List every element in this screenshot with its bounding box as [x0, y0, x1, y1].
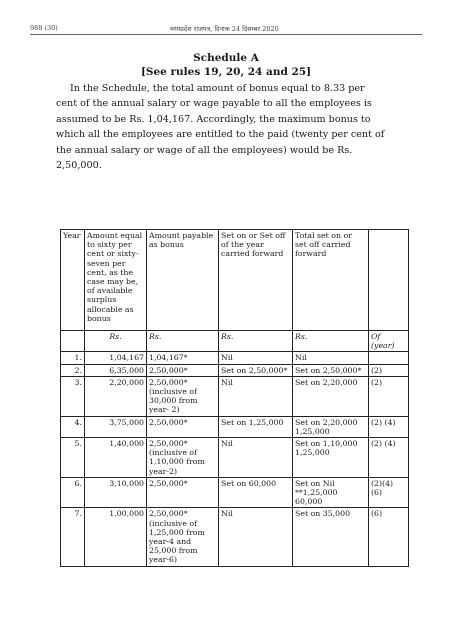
bonus-table — [60, 229, 409, 567]
table-row — [61, 376, 409, 416]
table-header-row — [61, 230, 409, 331]
table-row — [61, 364, 409, 376]
cell-set-year: Nil — [219, 376, 293, 416]
cell-total-set: Set on 1,10,000 1,25,000 — [293, 438, 369, 478]
table-row — [61, 352, 409, 364]
cell-year: 4. — [61, 416, 85, 437]
header-set-year: Set on or Set off of the year carried forward — [219, 230, 293, 331]
header-rule — [30, 34, 422, 35]
unit-cell: Rs. — [293, 331, 369, 352]
cell-year: 1. — [61, 352, 85, 364]
cell-set-year: Nil — [219, 352, 293, 364]
cell-of-year: (2) — [369, 364, 409, 376]
cell-year: 7. — [61, 508, 85, 566]
paragraph-line: the annual salary or wage of all the employees) would be Rs. — [56, 144, 353, 156]
cell-year: 6. — [61, 477, 85, 508]
cell-set-year: Set on 60,000 — [219, 477, 293, 508]
paragraph-line: which all the employees are entitled to the paid (twenty per cent of — [56, 129, 385, 141]
cell-of-year: (2) (4) — [369, 438, 409, 478]
table-row — [61, 508, 409, 566]
table-units-row — [61, 331, 409, 352]
table-row — [61, 477, 409, 508]
cell-set-year: Nil — [219, 508, 293, 566]
cell-total-set: Nil — [293, 352, 369, 364]
unit-cell — [61, 331, 85, 352]
schedule-rules: [See rules 19, 20, 24 and 25] — [140, 66, 312, 78]
page-header — [30, 22, 422, 36]
paragraph-line: assumed to be Rs. 1,04,167. Accordingly, the maximum bonus to — [56, 113, 371, 125]
cell-allocable: 1,00,000 — [85, 508, 147, 566]
table-row — [61, 438, 409, 478]
cell-total-set: Set on 35,000 — [293, 508, 369, 566]
cell-of-year: (2) — [369, 376, 409, 416]
cell-payable: 2,50,000* (inclusive of 30,000 from year- 2) — [147, 376, 219, 416]
cell-total-set: Set on 2,20,000 1,25,000 — [293, 416, 369, 437]
cell-year: 5. — [61, 438, 85, 478]
header-year: Year — [61, 230, 85, 331]
schedule-paragraph — [56, 81, 394, 173]
paragraph-line: 2,50,000. — [56, 160, 102, 172]
cell-total-set: Set on 2,20,000 — [293, 376, 369, 416]
table-row — [61, 416, 409, 437]
cell-total-set: Set on 2,50,000* — [293, 364, 369, 376]
cell-set-year: Set on 1,25,000 — [219, 416, 293, 437]
cell-of-year: (2)(4) (6) — [369, 477, 409, 508]
cell-allocable: 1,04,167 — [85, 352, 147, 364]
cell-allocable: 6,35,000 — [85, 364, 147, 376]
cell-set-year: Nil — [219, 438, 293, 478]
cell-year: 3. — [61, 376, 85, 416]
gazette-title: मध्यप्रदेश राजपत्र, दिनांक 24 दिसम्बर 2020 — [170, 25, 279, 33]
cell-payable: 2,50,000* (inclusive of 1,25,000 from year-4 and 25,000 from year-6) — [147, 508, 219, 566]
schedule-title: Schedule A — [193, 52, 259, 64]
cell-of-year — [369, 352, 409, 364]
cell-payable: 1,04,167* — [147, 352, 219, 364]
cell-payable: 2,50,000* — [147, 477, 219, 508]
cell-total-set: Set on Nil **1,25,000 60,000 — [293, 477, 369, 508]
header-payable: Amount payable as bonus — [147, 230, 219, 331]
paragraph-line: cent of the annual salary or wage payable to all the employees is — [56, 98, 372, 110]
cell-payable: 2,50,000* — [147, 364, 219, 376]
unit-cell: Rs. — [85, 331, 147, 352]
cell-allocable: 1,40,000 — [85, 438, 147, 478]
page-number: 988 (30) — [30, 24, 58, 32]
header-of-year — [369, 230, 409, 331]
cell-of-year: (2) (4) — [369, 416, 409, 437]
cell-allocable: 2,20,000 — [85, 376, 147, 416]
unit-cell: Rs. — [147, 331, 219, 352]
cell-set-year: Set on 2,50,000* — [219, 364, 293, 376]
cell-payable: 2,50,000* — [147, 416, 219, 437]
unit-cell: Rs. — [219, 331, 293, 352]
cell-payable: 2,50,000* (inclusive of 1,10,000 from year-2) — [147, 438, 219, 478]
cell-allocable: 3,10,000 — [85, 477, 147, 508]
paragraph-line: In the Schedule, the total amount of bonus equal to 8.33 per — [70, 83, 365, 94]
cell-allocable: 3,75,000 — [85, 416, 147, 437]
header-total-set: Total set on or set off carried forward — [293, 230, 369, 331]
unit-cell: Of (year) — [369, 331, 409, 352]
header-allocable: Amount equal to sixty per cent or sixty-seven per cent, as the case may be, of available surplus allocable as bonus — [85, 230, 147, 331]
cell-of-year: (6) — [369, 508, 409, 566]
cell-year: 2. — [61, 364, 85, 376]
